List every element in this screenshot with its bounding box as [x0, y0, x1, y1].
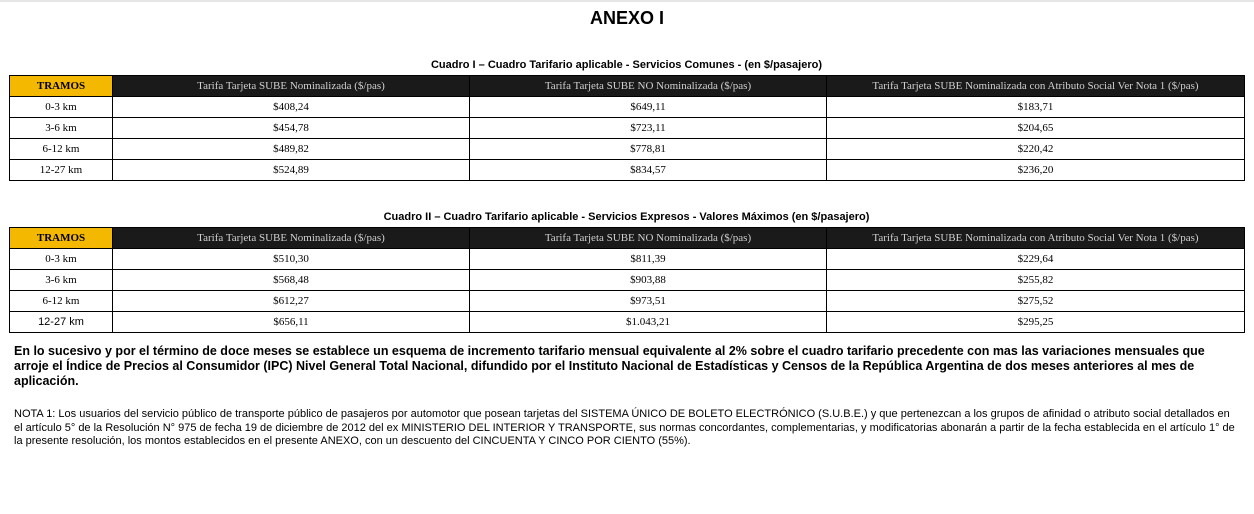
document-title: ANEXO I	[589, 8, 664, 28]
tramo-cell: 0-3 km	[10, 249, 113, 270]
value-cell: $612,27	[113, 291, 470, 312]
value-cell: $524,89	[113, 160, 470, 181]
table-row	[10, 118, 1245, 139]
table-row	[10, 291, 1245, 312]
cuadro-2-table	[9, 227, 1245, 333]
nota-1: NOTA 1: Los usuarios del servicio público de transporte público de pasajeros por automotor que posean tarjetas del SISTEMA ÚNICO DE BOLETO ELECTRÓNICO (S.U.B.E.) y que pertenezcan a los grupos de afinidad o atributo social detallados en el artículo 5° de la Resolución N° 975 de fecha 19 de diciembre de 2012 del ex MINISTERIO DEL INTERIOR Y TRANSPORTE, sus normas concordantes, complementarias, y modificatorias abonarán a partir de la fecha establecida en el artículo 1° de la presente resolución, los montos establecidos en el presente ANEXO, con un descuento del CINCUENTA Y CINCO POR CIENTO (55%).	[14, 408, 1235, 447]
value-cell: $973,51	[470, 291, 827, 312]
table-row	[10, 312, 1245, 333]
value-cell: $1.043,21	[470, 312, 827, 333]
value-cell: $649,11	[470, 97, 827, 118]
column-header: Tarifa Tarjeta SUBE NO Nominalizada ($/pas)	[470, 228, 827, 249]
value-cell: $568,48	[113, 270, 470, 291]
tramo-cell: 3-6 km	[10, 270, 113, 291]
tramo-cell: 6-12 km	[10, 139, 113, 160]
cuadro-1-title: Cuadro I – Cuadro Tarifario aplicable - Servicios Comunes - (en $/pasajero)	[430, 59, 822, 71]
table-row	[10, 139, 1245, 160]
value-cell: $489,82	[113, 139, 470, 160]
increment-paragraph: En lo sucesivo y por el término de doce meses se establece un esquema de incremento tarifario mensual equivalente al 2% sobre el cuadro tarifario precedente con mas las variaciones mensuales que arroje el Índice de Precios al Consumidor (IPC) Nivel General Total Nacional, difundido por el Instituto Nacional de Estadísticas y Censos de la República Argentina de dos meses anteriores al mes de aplicación.	[14, 344, 1205, 388]
value-cell: $275,52	[827, 291, 1245, 312]
top-rule	[0, 0, 1254, 2]
value-cell: $811,39	[470, 249, 827, 270]
value-cell: $229,64	[827, 249, 1245, 270]
value-cell: $723,11	[470, 118, 827, 139]
value-cell: $408,24	[113, 97, 470, 118]
header-row	[10, 228, 1245, 249]
header-row	[10, 76, 1245, 97]
value-cell: $236,20	[827, 160, 1245, 181]
tramos-header: TRAMOS	[10, 76, 113, 97]
value-cell: $778,81	[470, 139, 827, 160]
column-header: Tarifa Tarjeta SUBE NO Nominalizada ($/pas)	[470, 76, 827, 97]
value-cell: $295,25	[827, 312, 1245, 333]
cuadro-2-title: Cuadro II – Cuadro Tarifario aplicable - Servicios Expresos - Valores Máximos (en $/pasajero)	[383, 211, 870, 223]
tramo-cell: 12-27 km	[10, 312, 113, 333]
tramo-cell: 6-12 km	[10, 291, 113, 312]
column-header: Tarifa Tarjeta SUBE Nominalizada ($/pas)	[113, 228, 470, 249]
value-cell: $834,57	[470, 160, 827, 181]
value-cell: $903,88	[470, 270, 827, 291]
table-row	[10, 270, 1245, 291]
tramo-cell: 12-27 km	[10, 160, 113, 181]
table-row	[10, 160, 1245, 181]
value-cell: $656,11	[113, 312, 470, 333]
tramos-header: TRAMOS	[10, 228, 113, 249]
tramo-cell: 0-3 km	[10, 97, 113, 118]
column-header: Tarifa Tarjeta SUBE Nominalizada ($/pas)	[113, 76, 470, 97]
cuadro-1-table	[9, 75, 1245, 181]
value-cell: $183,71	[827, 97, 1245, 118]
value-cell: $255,82	[827, 270, 1245, 291]
value-cell: $220,42	[827, 139, 1245, 160]
value-cell: $204,65	[827, 118, 1245, 139]
table-row	[10, 249, 1245, 270]
value-cell: $510,30	[113, 249, 470, 270]
column-header: Tarifa Tarjeta SUBE Nominalizada con Atributo Social Ver Nota 1 ($/pas)	[827, 228, 1245, 249]
value-cell: $454,78	[113, 118, 470, 139]
column-header: Tarifa Tarjeta SUBE Nominalizada con Atributo Social Ver Nota 1 ($/pas)	[827, 76, 1245, 97]
tramo-cell: 3-6 km	[10, 118, 113, 139]
table-row	[10, 97, 1245, 118]
